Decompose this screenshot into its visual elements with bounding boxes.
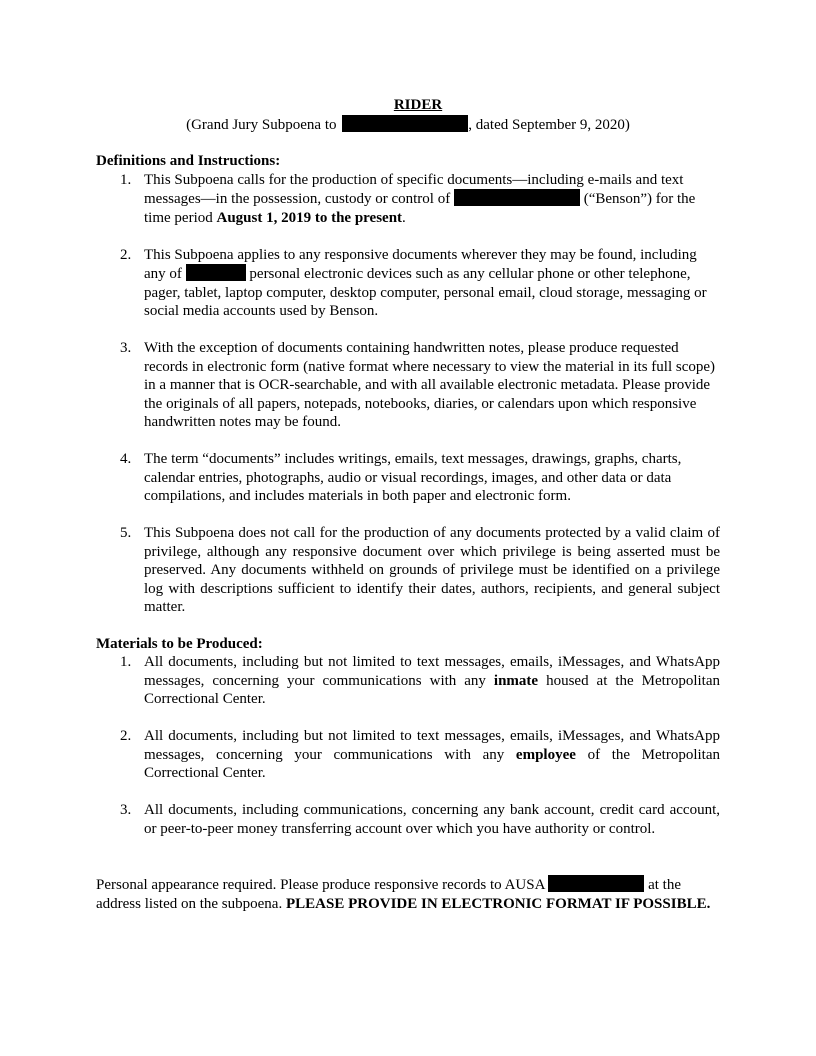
redaction-box	[186, 264, 246, 281]
closing-text: at the address listed on the subpoena.	[96, 877, 682, 912]
item-text: This Subpoena calls for the production of specific documents—including e-mails and text messages—in the possession, custody or control of	[144, 171, 684, 207]
document-subtitle	[96, 115, 720, 135]
spacer	[96, 838, 720, 875]
item-number: 3.	[120, 340, 132, 356]
item-text: of the Metropolitan Correctional Center.	[144, 746, 721, 781]
list-item	[96, 171, 720, 228]
item-text: The term “documents” includes writings, emails, text messages, drawings, graphs, charts, calendar entries, photographs, audio or visual recordings, images, and other data or data compilations, and includes materials in both paper and electronic form.	[144, 451, 682, 504]
item-bold-text: employee	[515, 746, 576, 763]
materials-heading: Materials to be Produced:	[96, 635, 263, 652]
document-page	[96, 96, 720, 913]
redaction-box	[548, 875, 644, 892]
redaction-box	[454, 189, 580, 206]
item-text: (“Benson”) for the time period	[144, 191, 696, 226]
spacer	[96, 432, 720, 451]
item-text: All documents, including but not limited to text messages, emails, iMessages, and WhatsApp messages, concerning your communications with any	[144, 654, 720, 689]
item-text: With the exception of documents containing handwritten notes, please produce requested records in electronic form (native format where necessary to view the material in its full scope) in a manner that is OCR-searchable, and with all available electronic metadata. Please provide the originals of all papers, notepads, notebooks, diaries, or calendars upon which responsive handwritten notes may be found.	[144, 340, 716, 430]
spacer	[96, 227, 720, 246]
item-number: 2.	[120, 246, 132, 263]
materials-list	[96, 653, 720, 838]
redaction-box	[342, 115, 468, 132]
list-item	[96, 801, 720, 838]
item-bold-text: inmate	[493, 672, 539, 689]
item-text: This Subpoena does not call for the production of any documents protected by a valid claim of privilege, although any responsive document over which privilege is being asserted must be preserved. Any documents withheld on grounds of privilege must be identified on a privilege log with descriptions sufficient to identify their dates, authors, recipients, and general subject matter.	[144, 525, 720, 615]
list-item	[96, 524, 720, 617]
item-bold-text: August 1, 2019 to the present	[216, 209, 403, 226]
spacer	[96, 709, 720, 728]
list-item	[96, 450, 720, 506]
item-text: All documents, including communications, concerning any bank account, credit card account, or peer-to-peer money transferring account over which you have authority or control.	[144, 802, 720, 837]
item-number: 1.	[120, 654, 132, 670]
item-number: 5.	[120, 525, 132, 541]
item-number: 4.	[120, 451, 132, 467]
list-item	[96, 727, 720, 783]
list-item	[96, 246, 720, 321]
definitions-list	[96, 171, 720, 617]
closing-paragraph	[96, 875, 720, 913]
spacer	[96, 783, 720, 802]
list-item	[96, 653, 720, 709]
item-text: This Subpoena applies to any responsive documents wherever they may be found, including any of	[144, 246, 697, 282]
subtitle-prefix: (Grand Jury Subpoena to	[186, 116, 337, 133]
closing-text: Personal appearance required. Please produce responsive records to AUSA	[96, 877, 545, 893]
spacer	[96, 321, 720, 340]
item-text: .	[402, 209, 406, 226]
subtitle-suffix: , dated September 9, 2020)	[468, 116, 630, 133]
item-text: All documents, including but not limited to text messages, emails, iMessages, and WhatsApp messages, concerning your communications with any	[144, 728, 720, 763]
list-item	[96, 339, 720, 432]
item-text: housed at the Metropolitan Correctional Center.	[144, 672, 720, 707]
definitions-heading: Definitions and Instructions:	[96, 153, 281, 169]
document-title: RIDER	[393, 97, 443, 113]
item-number: 1.	[120, 171, 132, 188]
item-number: 3.	[120, 802, 132, 818]
item-text: personal electronic devices such as any cellular phone or other telephone, pager, tablet, laptop computer, desktop computer, personal email, cloud storage, messaging or social media accounts used by Benson.	[144, 266, 707, 319]
item-number: 2.	[120, 728, 132, 744]
spacer	[96, 506, 720, 525]
closing-bold-text: PLEASE PROVIDE IN ELECTRONIC FORMAT IF POSSIBLE.	[285, 895, 711, 912]
